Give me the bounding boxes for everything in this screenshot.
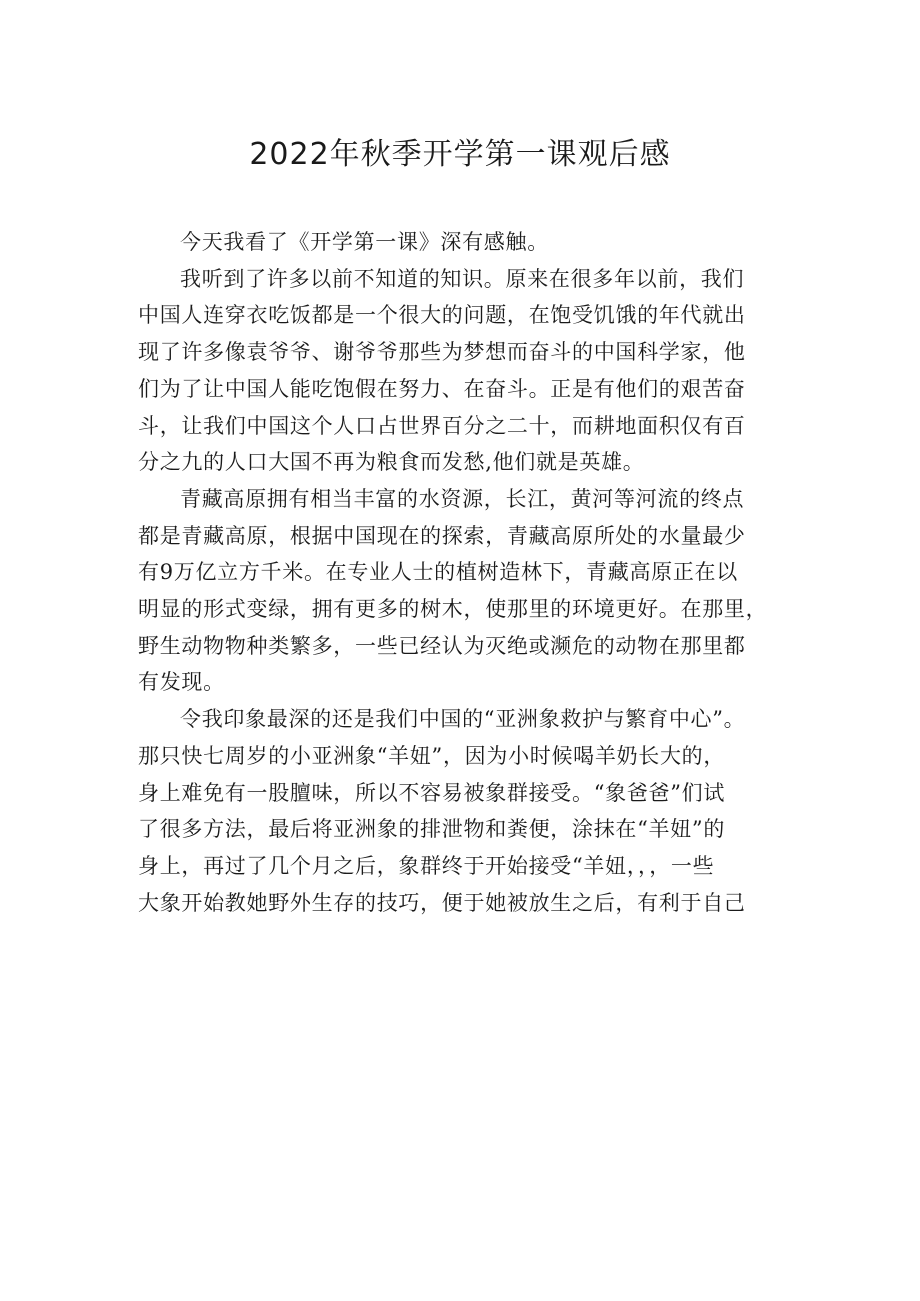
text-line: 现了许多像袁爷爷、谢爷爷那些为梦想而奋斗的中国科学家，他 bbox=[138, 340, 746, 365]
paragraph-4 bbox=[138, 701, 798, 921]
text-line: 了很多方法，最后将亚洲象的排泄物和粪便，涂抹在“羊妞”的 bbox=[138, 817, 726, 842]
paragraph-3 bbox=[138, 481, 798, 701]
text-line: 身上，再过了几个月之后，象群终于开始接受“羊妞，，，一些 bbox=[138, 853, 715, 878]
text-line: 有发现。 bbox=[138, 670, 225, 695]
text-line: 令我印象最深的还是我们中国的“亚洲象救护与繁育中心”。 bbox=[180, 707, 746, 732]
text-line: 身上难免有一股膻味，所以不容易被象群接受。“象爸爸”们试 bbox=[138, 780, 726, 805]
text-line: 今天我看了《开学第一课》深有感触。 bbox=[180, 230, 549, 254]
text-line: 我听到了许多以前不知道的知识。原来在很多年以前，我们 bbox=[180, 266, 745, 291]
document-body bbox=[138, 224, 798, 921]
text-line: 有9万亿立方千米。在专业人士的植树造林下，青藏高原正在以 bbox=[138, 560, 738, 585]
text-line: 青藏高原拥有相当丰富的水资源，长江，黄河等河流的终点 bbox=[180, 486, 745, 511]
text-line: 们为了让中国人能吃饱假在努力、在奋斗。正是有他们的艰苦奋 bbox=[138, 376, 746, 401]
text-line: 大象开始教她野外生存的技巧，便于她被放生之后，有利于自己 bbox=[138, 890, 746, 915]
text-line: 斗，让我们中国这个人口占世界百分之二十，而耕地面积仅有百 bbox=[138, 413, 746, 438]
text-line: 中国人连穿衣吃饭都是一个很大的问题，在饱受饥饿的年代就出 bbox=[138, 303, 746, 328]
paragraph-1 bbox=[138, 224, 798, 261]
text-line: 分之九的人口大国不再为粮食而发愁,他们就是英雄。 bbox=[138, 450, 645, 475]
text-line: 那只快七周岁的小亚洲象“羊妞”，因为小时候喝羊奶长大的， bbox=[138, 743, 726, 768]
text-line: 明显的形式变绿，拥有更多的树木，使那里的环境更好。在那里， bbox=[138, 597, 768, 622]
text-line: 野生动物物种类繁多，一些已经认为灭绝或濒危的动物在那里都 bbox=[138, 633, 746, 658]
paragraph-2 bbox=[138, 261, 798, 481]
document-title: 2022年秋季开学第一课观后感 bbox=[249, 137, 671, 172]
text-line: 都是青藏高原，根据中国现在的探索，青藏高原所处的水量最少 bbox=[138, 523, 746, 548]
